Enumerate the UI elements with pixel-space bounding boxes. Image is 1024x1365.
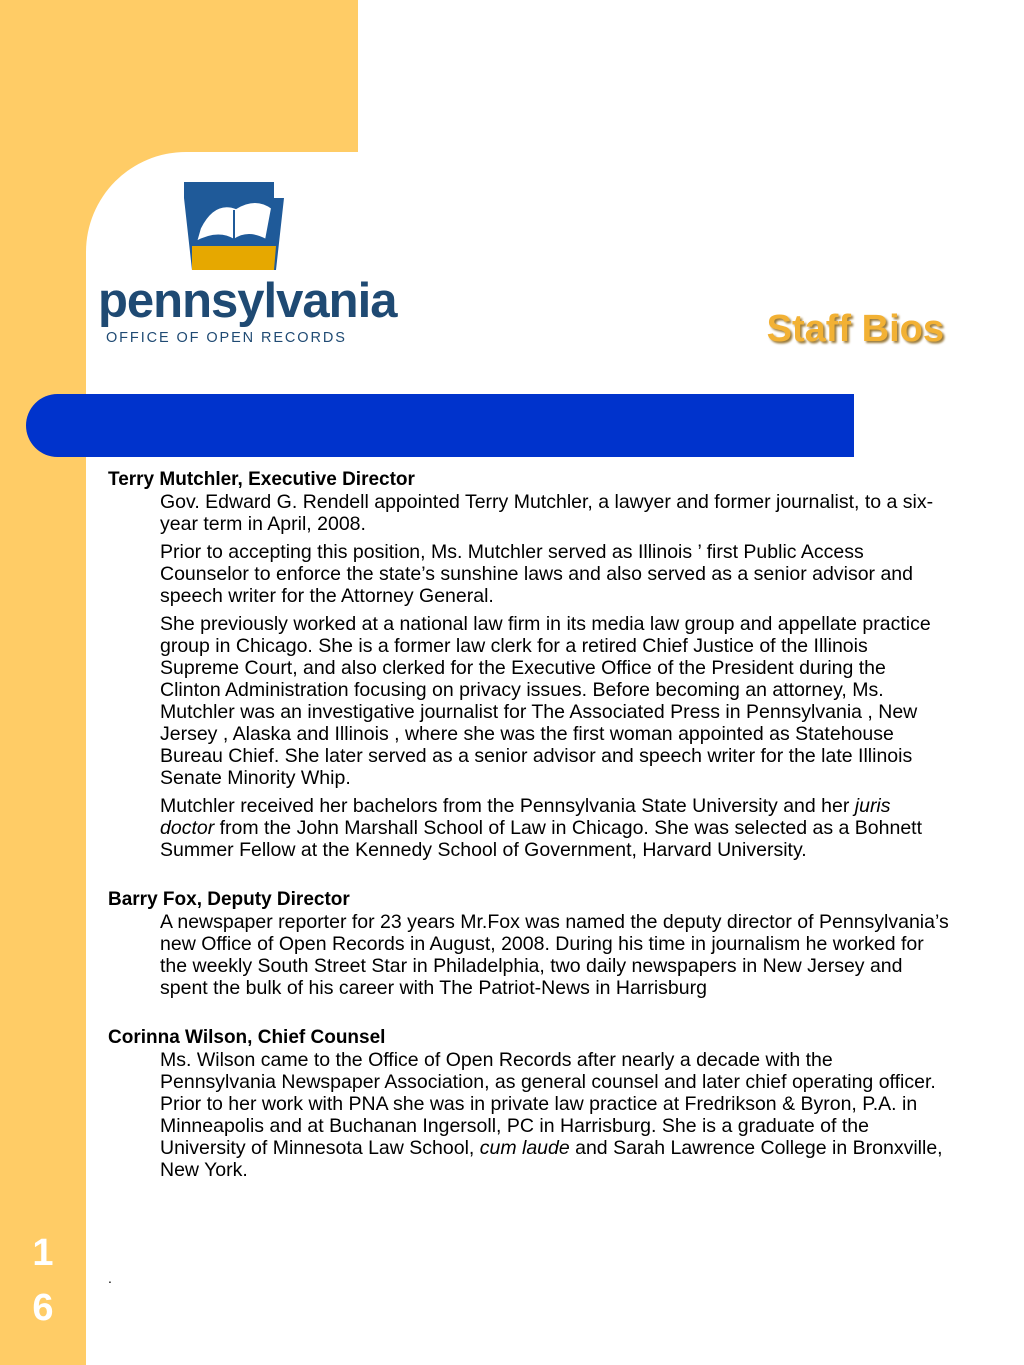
logo-wordmark: pennsylvania	[98, 274, 397, 328]
bio-paragraph	[160, 795, 950, 861]
header-block	[0, 0, 358, 152]
bio-name: Barry Fox, Deputy Director	[108, 889, 350, 910]
logo-subtitle: OFFICE OF OPEN RECORDS	[106, 330, 347, 346]
slide-title: Staff Bios	[766, 308, 944, 350]
para-text: Ms. Wilson came to the Office of Open Records after nearly a decade with the Pennsylvania Newspaper Association, as general counsel and later chief operating officer. Prior to her work with PNA she was in private law practice at Fredrikson & Byron, P.A. in Minneapolis and at Buchanan Ingersoll, PC in Harrisburg. She is a graduate of the University of Minnesota Law School,	[160, 1049, 936, 1159]
bio-section	[108, 1027, 950, 1181]
italic-term: cum laude	[479, 1137, 570, 1159]
para-text: Mutchler received her bachelors from the Pennsylvania State University and her	[160, 795, 855, 817]
bio-paragraph: Gov. Edward G. Rendell appointed Terry Mutchler, a lawyer and former journalist, to a six-year term in April, 2008.	[160, 491, 934, 535]
slide-number-digit: 1	[32, 1232, 54, 1274]
bio-section	[108, 469, 950, 861]
bio-paragraph: She previously worked at a national law firm in its media law group and appellate practice group in Chicago. She is a former law clerk for a retired Chief Justice of the Illinois Supreme Court, and also clerked for the Executive Office of the President during the Clinton Administration focusing on privacy issues. Before becoming an attorney, Ms. Mutchler was an investigative journalist for The Associated Press in Pennsylvania , New Jersey , Alaska and Illinois , where she was the first woman appointed as Statehouse Bureau Chief. She later served as a senior advisor and speech writer for the late Illinois Senate Minority Whip.	[160, 613, 931, 789]
bio-paragraph	[160, 1049, 950, 1181]
slide-number-digit: 6	[32, 1287, 54, 1329]
bios-content	[108, 469, 950, 1187]
para-text: and Sarah Lawrence College in Bronxville, New York.	[160, 1137, 943, 1181]
bio-name: Terry Mutchler, Executive Director	[108, 469, 415, 490]
bio-paragraph: Prior to accepting this position, Ms. Mutchler served as Illinois ’ first Public Access Counselor to enforce the state’s sunshine laws and also served as a senior advisor and speech writer for the Attorney General.	[160, 541, 913, 607]
para-text: from the John Marshall School of Law in Chicago. She was selected as a Bohnett Summer Fellow at the Kennedy School of Government, Harvard University.	[160, 817, 923, 861]
bio-section	[108, 889, 950, 999]
bio-name: Corinna Wilson, Chief Counsel	[108, 1027, 386, 1048]
slide-number	[28, 1226, 58, 1336]
bio-paragraph: A newspaper reporter for 23 years Mr.Fox was named the deputy director of Pennsylvania’s new Office of Open Records in August, 2008. During his time in journalism he worked for the weekly South Street Star in Philadelphia, two daily newspapers in New Jersey and spent the bulk of his career with The Patriot-News in Harrisburg	[160, 911, 949, 999]
trailing-dot: .	[108, 1270, 112, 1286]
sidebar-bar	[0, 0, 86, 1365]
title-band	[26, 394, 854, 457]
italic-term: juris doctor	[160, 795, 891, 839]
